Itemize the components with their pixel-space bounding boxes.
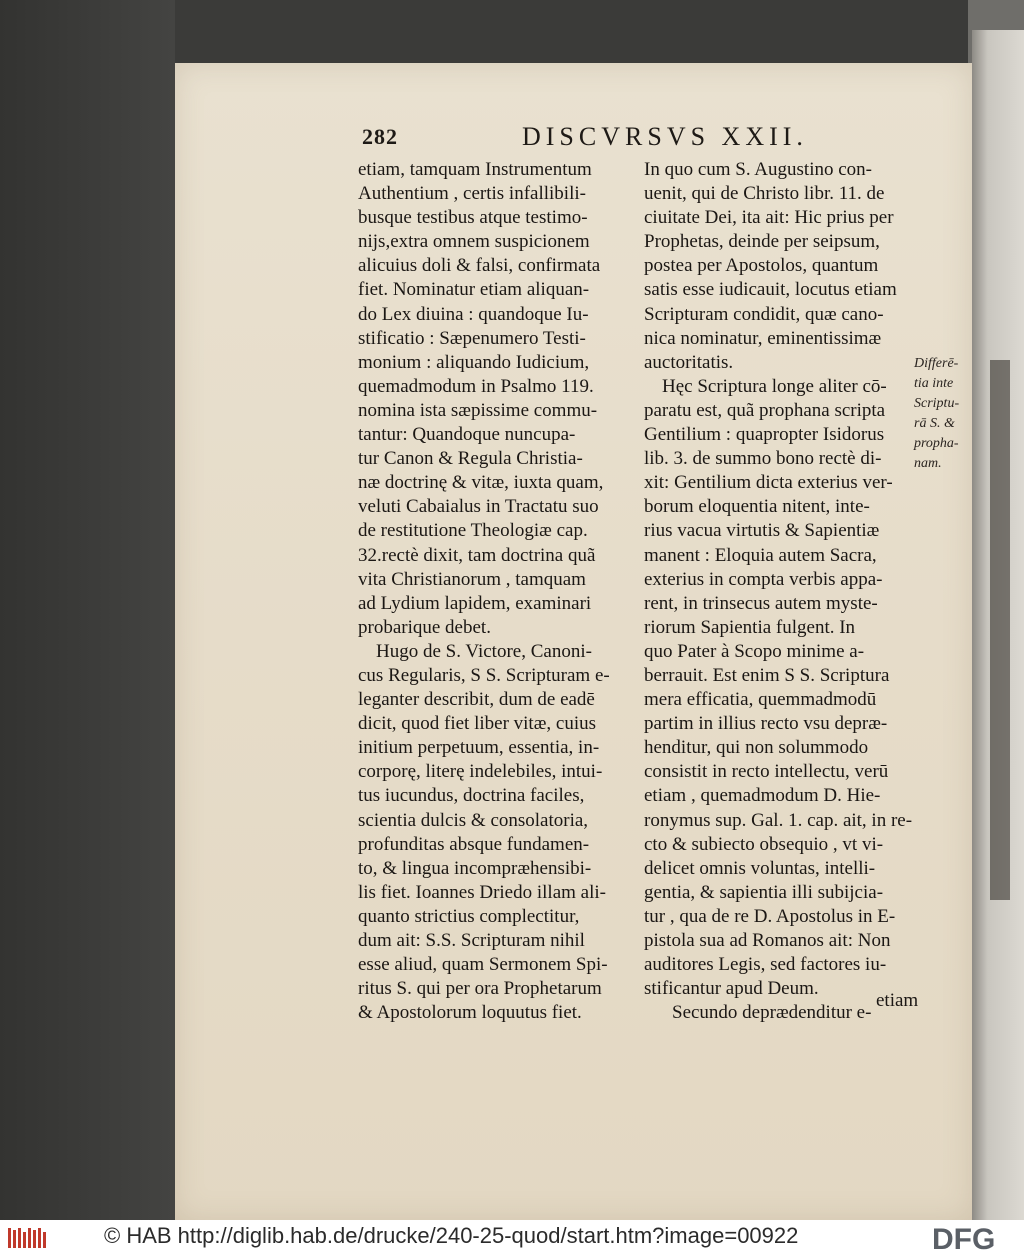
text-line: stificatio : Sæpenumero Testi- bbox=[358, 327, 586, 349]
text-line: de restitutione Theologiæ cap. bbox=[358, 520, 588, 542]
marginal-note bbox=[914, 354, 974, 474]
text-line: riorum Sapientia fulgent. In bbox=[644, 616, 856, 638]
text-line: delicet omnis voluntas, intelli- bbox=[644, 857, 876, 879]
text-line: cus Regularis, S S. Scripturam e- bbox=[358, 664, 610, 686]
facing-page-shadow bbox=[990, 360, 1010, 900]
text-line: uenit, qui de Christo libr. 11. de bbox=[644, 183, 885, 205]
left-column bbox=[358, 158, 640, 1025]
text-line: manent : Eloquia autem Sacra, bbox=[644, 544, 877, 566]
text-line: to, & lingua incompræhensibi- bbox=[358, 857, 592, 879]
text-line: profunditas absque fundamen- bbox=[358, 833, 590, 855]
text-line: Hęc Scriptura longe aliter cō- bbox=[662, 375, 887, 397]
text-line: nomina ista sæpissime commu- bbox=[358, 399, 598, 421]
text-line: lib. 3. de summo bono rectè di- bbox=[644, 448, 882, 470]
text-line: etiam , quemadmodum D. Hie- bbox=[644, 785, 881, 807]
text-line: pistola sua ad Romanos ait: Non bbox=[644, 930, 891, 951]
text-line: paratu est, quã prophana scripta bbox=[644, 399, 886, 421]
text-line: lis fiet. Ioannes Driedo illam ali- bbox=[358, 881, 606, 903]
text-line: rius vacua virtutis & Sapientiæ bbox=[644, 520, 880, 542]
text-line: Authentium , certis infallibili- bbox=[358, 183, 586, 205]
text-line: quemadmodum in Psalmo 119. bbox=[358, 375, 594, 397]
text-line: gentia, & sapientia illi subijcia- bbox=[644, 881, 884, 903]
text-line: dicit, quod fiet liber vitæ, cuius bbox=[358, 713, 596, 735]
text-line: alicuius doli & falsi, confirmata bbox=[358, 255, 601, 277]
text-line: dum ait: S.S. Scripturam nihil bbox=[358, 930, 585, 951]
text-line: ritus S. qui per ora Prophetarum bbox=[358, 978, 602, 1000]
text-line: do Lex diuina : quandoque Iu- bbox=[358, 303, 589, 325]
text-line: nica nominatur, eminentissimæ bbox=[644, 327, 882, 349]
text-line: Scripturam condidit, quæ cano- bbox=[644, 303, 884, 325]
running-title: DISCVRSVS XXII. bbox=[522, 122, 808, 151]
text-line: ad Lydium lapidem, examinari bbox=[358, 592, 592, 614]
marginal-line: Scriptu- bbox=[914, 396, 960, 411]
text-line: monium : aliquando Iudicium, bbox=[358, 351, 590, 373]
catchword: etiam bbox=[876, 990, 919, 1011]
marginal-line: tia inte bbox=[914, 376, 954, 391]
text-line: scientia dulcis & consolatoria, bbox=[358, 809, 589, 831]
text-line: & Apostolorum loquutus fiet. bbox=[358, 1002, 582, 1024]
text-line: cto & subiecto obsequio , vt vi- bbox=[644, 833, 884, 855]
text-line: Secundo deprædenditur e- bbox=[672, 1002, 872, 1024]
dfg-logo-text: DFG bbox=[932, 1223, 996, 1252]
text-line: tus iucundus, doctrina faciles, bbox=[358, 785, 585, 807]
text-line: tur Canon & Regula Christia- bbox=[358, 448, 583, 470]
text-line: partim in illius recto vsu depræ- bbox=[644, 713, 888, 735]
text-line: fiet. Nominatur etiam aliquan- bbox=[358, 279, 590, 301]
text-line: etiam, tamquam Instrumentum bbox=[358, 159, 592, 180]
page-header bbox=[362, 124, 922, 154]
text-line: exterius in compta verbis appa- bbox=[644, 568, 883, 590]
text-line: næ doctrinę & vitæ, iuxta quam, bbox=[358, 472, 604, 494]
source-url-link[interactable]: © HAB http://diglib.hab.de/drucke/240-25-quod/start.htm?image=00922 bbox=[104, 1223, 799, 1248]
text-line: satis esse iudicauit, locutus etiam bbox=[644, 279, 897, 301]
text-line: tantur: Quandoque nuncupa- bbox=[358, 424, 576, 446]
text-line: ciuitate Dei, ita ait: Hic prius per bbox=[644, 207, 894, 229]
hab-logo-icon bbox=[6, 1226, 48, 1250]
text-line: probarique debet. bbox=[358, 616, 491, 638]
text-line: Prophetas, deinde per seipsum, bbox=[644, 231, 880, 253]
text-line: Gentilium : quapropter Isidorus bbox=[644, 424, 885, 446]
text-line: berrauit. Est enim S S. Scriptura bbox=[644, 664, 890, 686]
text-line: In quo cum S. Augustino con- bbox=[644, 159, 872, 180]
text-line: leganter describit, dum de eadē bbox=[358, 689, 595, 711]
text-line: initium perpetuum, essentia, in- bbox=[358, 737, 600, 759]
marginal-line: propha- bbox=[914, 436, 959, 451]
text-line: consistit in recto intellectu, verū bbox=[644, 761, 889, 783]
text-line: 32.rectè dixit, tam doctrina quã bbox=[358, 544, 596, 566]
text-line: quo Pater à Scopo minime a- bbox=[644, 640, 865, 662]
text-line: rent, in trinsecus autem myste- bbox=[644, 592, 878, 614]
text-line: ronymus sup. Gal. 1. cap. ait, in re- bbox=[644, 809, 913, 831]
scanner-background-left bbox=[0, 0, 175, 1220]
text-line: corporę, literę indelebiles, intui- bbox=[358, 761, 603, 783]
dfg-logo-icon bbox=[932, 1222, 1020, 1252]
page-number: 282 bbox=[362, 124, 398, 149]
marginal-line: nam. bbox=[914, 456, 942, 471]
text-line: henditur, qui non solummodo bbox=[644, 737, 869, 759]
marginal-line: rā S. & bbox=[914, 416, 955, 431]
right-column bbox=[644, 158, 924, 1025]
text-line: xit: Gentilium dicta exterius ver- bbox=[644, 472, 893, 494]
text-line: nijs,extra omnem suspicionem bbox=[358, 231, 590, 253]
text-line: auctoritatis. bbox=[644, 351, 734, 373]
text-line: Hugo de S. Victore, Canoni- bbox=[376, 640, 592, 662]
text-line: vita Christianorum , tamquam bbox=[358, 568, 586, 590]
text-line: quanto strictius complectitur, bbox=[358, 905, 580, 927]
text-line: mera efficatia, quemmadmodū bbox=[644, 689, 877, 711]
text-line: busque testibus atque testimo- bbox=[358, 207, 588, 229]
text-line: veluti Cabaialus in Tractatu suo bbox=[358, 496, 599, 518]
text-line: tur , qua de re D. Apostolus in E- bbox=[644, 905, 896, 927]
text-line: postea per Apostolos, quantum bbox=[644, 255, 879, 277]
text-line: borum eloquentia nitent, inte- bbox=[644, 496, 870, 518]
text-line: auditores Legis, sed factores iu- bbox=[644, 954, 887, 976]
text-line: esse aliud, quam Sermonem Spi- bbox=[358, 954, 608, 976]
marginal-line: Differē- bbox=[914, 356, 959, 371]
text-line: stificantur apud Deum. bbox=[644, 978, 819, 1000]
